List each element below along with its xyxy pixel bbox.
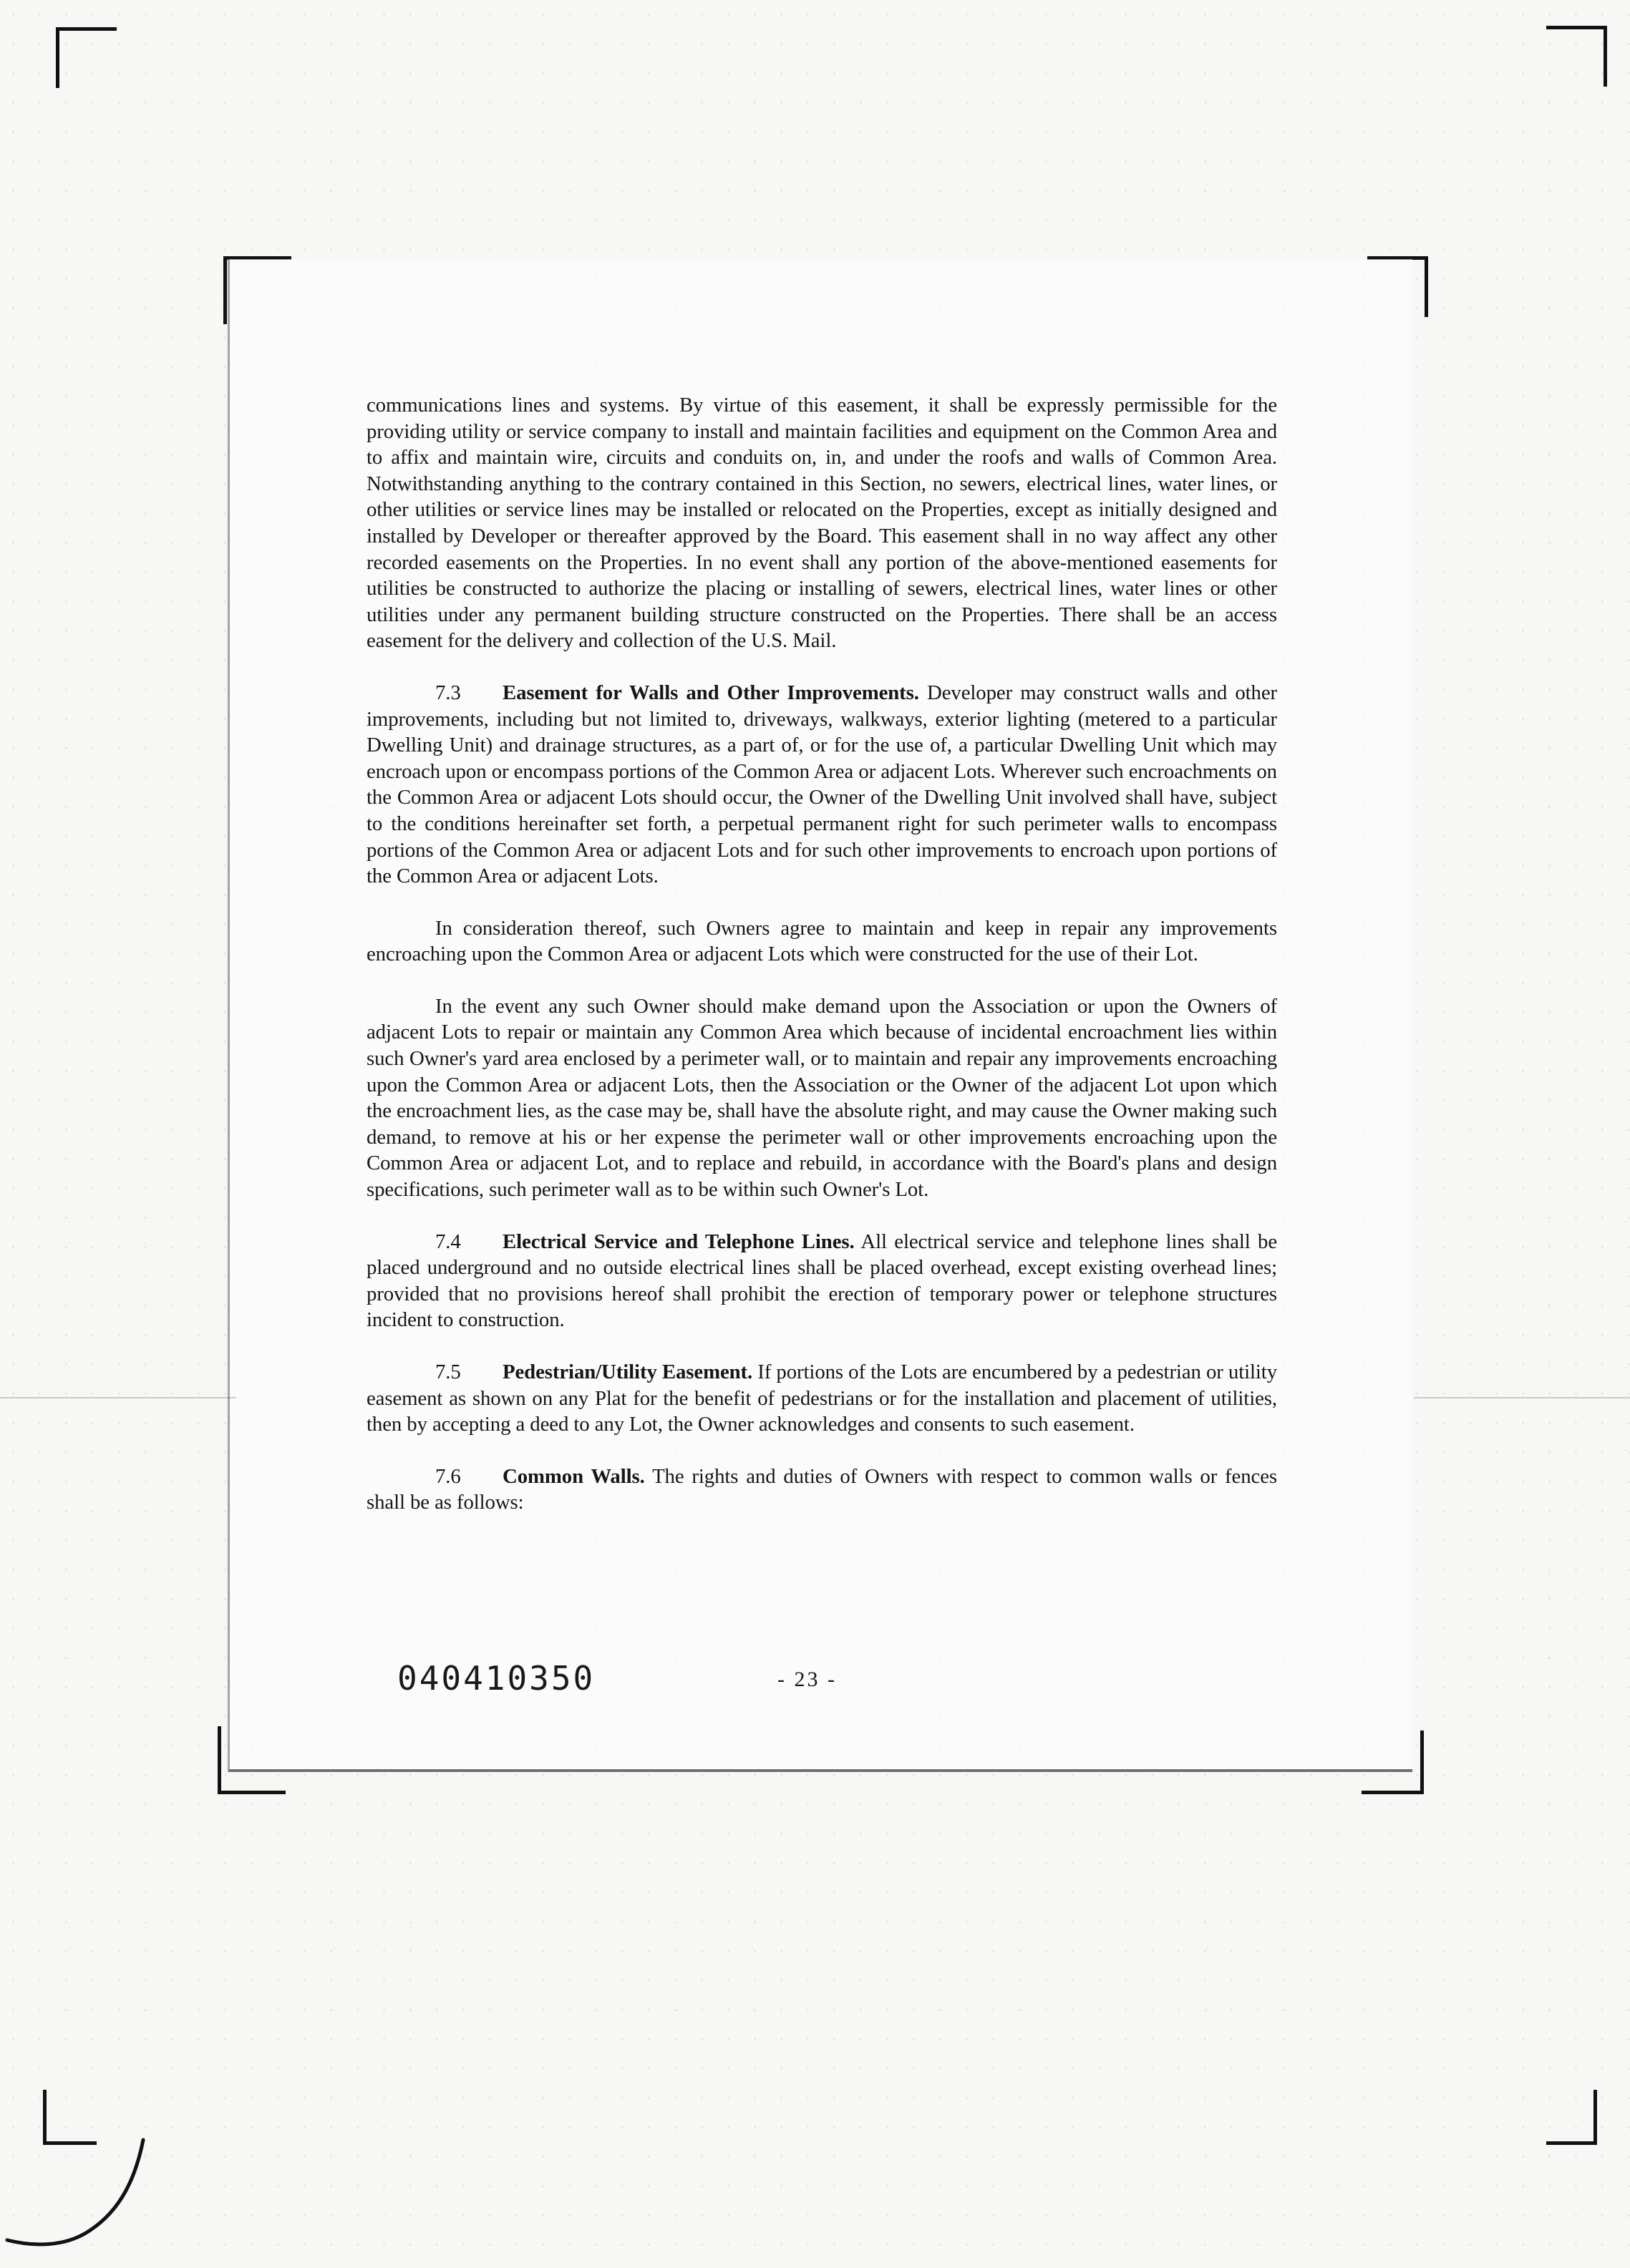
section-number: 7.3 <box>435 681 461 704</box>
section-text: The rights and duties of Owners with respect to common walls or fences shall be as follows: <box>367 1464 1277 1514</box>
paragraph-owner-demand <box>367 993 1277 1203</box>
section-title: Pedestrian/Utility Easement. <box>503 1361 753 1383</box>
section-7-3 <box>367 680 1277 890</box>
section-7-6 <box>367 1464 1277 1516</box>
section-number: 7.6 <box>435 1464 461 1488</box>
section-text: Developer may construct walls and other improvements, including but not limited to, driveways, walkways, exterior lighting (metered to a particular Dwelling Unit) and drainage structures, as a part of, or for the use of, a particular Dwelling Unit which may encroach upon or encompass portions of the Common Area or adjacent Lots. Wherever such encroachments on the Common Area or adjacent Lots should occur, the Owner of the Dwelling Unit involved shall have, subject to the conditions hereinafter set forth, a perpetual permanent right for such perimeter walls to encompass portions of the Common Area or adjacent Lots and for such other improvements to encroach upon portions of the Common Area or adjacent Lots. <box>367 681 1277 888</box>
corner-mark-bottom-right <box>1546 2090 1597 2145</box>
section-number: 7.4 <box>435 1230 461 1253</box>
section-text: If portions of the Lots are encumbered by a pedestrian or utility easement as shown on any Plat for the benefit of pedestrians or for the installation and placement of utilities, then by accepting a deed to any Lot, the Owner acknowledges and consents to such easement. <box>367 1361 1277 1436</box>
scan-artifact-line-left <box>0 1397 236 1398</box>
paragraph-text: In consideration thereof, such Owners agree to maintain and keep in repair any improvements encroaching upon the Common Area or adjacent Lots which were constructed for the use of their Lot. <box>367 916 1277 966</box>
section-title: Common Walls. <box>503 1464 645 1488</box>
document-body <box>367 392 1277 1542</box>
scan-artifact-line-right <box>1414 1397 1630 1398</box>
section-text: All electrical service and telephone lines shall be placed underground and no outside electrical lines shall be placed overhead, except existing overhead lines; provided that no provisions hereof shall prohibit the erection of temporary power or telephone structures incident to construction. <box>367 1230 1278 1332</box>
document-number-stamp: 040410350 <box>397 1659 596 1698</box>
paragraph-text: In the event any such Owner should make demand upon the Association or upon the Owners of adjacent Lots to repair or maintain any Common Area which because of incidental encroachment lies within such Owner's yard area enclosed by a perimeter wall, or to maintain and repair any improvements encroaching upon the Common Area or adjacent Lots, then the Association or the Owner of the adjacent Lot upon which the encroachment lies, as the case may be, shall have the absolute right, and may cause the Owner making such demand, to remove at his or her expense the perimeter wall or other improvements encroaching upon the Common Area or adjacent Lot, and to replace and rebuild, in accordance with the Board's plans and design specifications, such perimeter wall as to be within such Owner's Lot. <box>367 994 1277 1202</box>
paragraph-text: communications lines and systems. By virtue of this easement, it shall be expressly permissible for the providing utility or service company to install and maintain facilities and equipment on the Common Area and to affix and maintain wire, circuits and conduits on, in, and under the roofs and walls of Common Area. Notwithstanding anything to the contrary contained in this Section, no sewers, electrical lines, water lines, or other utilities or service lines may be installed or relocated on the Properties, except as initially designed and installed by Developer or thereafter approved by the Board. This easement shall in no way affect any other recorded easements on the Properties. In no event shall any portion of the above-mentioned easements for utilities be constructed to authorize the placing or installing of sewers, electrical lines, water lines or other utilities under any permanent building structure constructed on the Properties. There shall be an access easement for the delivery and collection of the U.S. Mail. <box>367 394 1277 653</box>
corner-mark-top-left <box>56 27 117 88</box>
page-number: - 23 - <box>777 1668 837 1691</box>
pen-stroke-mark <box>0 2133 165 2254</box>
corner-mark-top-right <box>1546 26 1607 87</box>
section-title: Easement for Walls and Other Improvements. <box>503 681 919 704</box>
section-7-5 <box>367 1359 1277 1438</box>
section-7-4 <box>367 1229 1277 1333</box>
paragraph-continuation <box>367 392 1277 654</box>
paragraph-consideration <box>367 915 1277 968</box>
section-title: Electrical Service and Telephone Lines. <box>503 1230 855 1253</box>
section-number: 7.5 <box>435 1361 461 1383</box>
